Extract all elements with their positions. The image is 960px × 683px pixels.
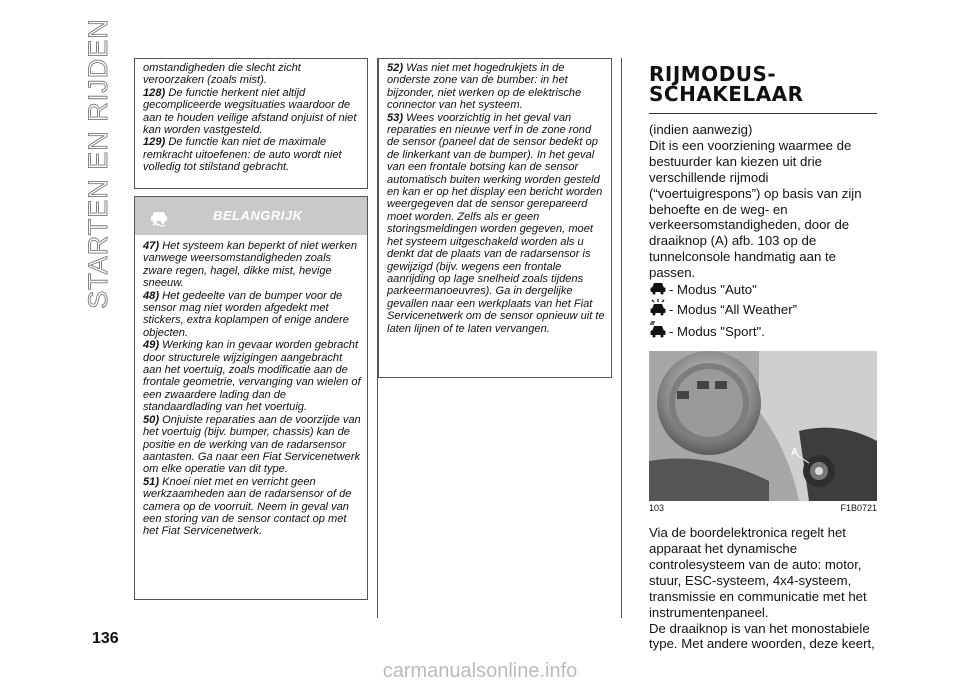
middle-text-box [378, 58, 612, 378]
mode-all-weather: - Modus “All Weather” [649, 299, 877, 321]
car-sport-icon [649, 321, 667, 343]
watermark: carmanualsonline.info [382, 660, 578, 682]
outro-text: Via de boordelektronica regelt het apparaat het dynamische controlesysteem van de auto: motor, stuur, ESC-systeem, 4x4-systeem, transmissie en communicatie met het instrumentenpaneel. De draaiknop is van het monostabiele type. Met andere woorden, deze keert, [649, 525, 875, 652]
warning-header [135, 197, 367, 235]
section-heading: RIJMODUS- SCHAKELAAR [649, 62, 804, 106]
car-auto-icon [649, 281, 667, 299]
warning-item: 48) Het gedeelte van de bumper voor de sensor mag niet worden afgedekt met stickers, extra koplampen of enige andere objecten. [143, 289, 349, 339]
right-column [649, 58, 877, 652]
paragraph: 53) Wees voorzichtig in het geval van reparaties en nieuwe verf in de zone rond de sensor (paneel dat de sensor bedekt op de linkerkant van de bumper). In het geval van een frontale botsing kan de sensor automatisch buiten werking worden gesteld en kan er op het display een bericht worden weergegeven dat de sensor gerepareerd moet worden. Zelfs als er geen storingsmeldingen worden gegeven, moet het systeem uitgeschakeld worden als u denkt dat de plaats van de radarsensor is gewijzigd (bijv. wegens een frontale aanrijding op lage snelheid zoals tijdens parkeermanoeuvres). Ga in dergelijke gevallen naar een werkplaats van het Fiat Servicenetwerk om de sensor opnieuw uit te laten lijnen of te laten vervangen. [387, 111, 605, 335]
section-title: STARTEN EN RIJDEN [82, 17, 113, 309]
intro-text: (indien aanwezig) Dit is een voorziening waarmee de bestuurder kan kiezen uit drie verschillende rijmodi (“voertuigrespons”) op basis van zijn behoefte en de weg- en verkeersomstandigheden, door de draaiknop (A) afb. 103 op de tunnelconsole handmatig aan te passen. [649, 122, 862, 281]
figure-code: F1B0721 [840, 503, 877, 514]
car-snow-icon [649, 299, 667, 321]
warning-item: 51) Knoei niet met en verricht geen werkzaamheden aan de radarsensor of de camera op de voorruit. Neem in geval van een storing van de sensor contact op met het Fiat Servicenetwerk. [143, 475, 352, 538]
page-number: 136 [92, 630, 119, 647]
warning-item: 50) Onjuiste reparaties aan de voorzijde van het voertuig (bijv. bumper, chassis) kan de positie en de werking van de radarsensor aantasten. Ga naar een Fiat Servicenetwerk om elke operatie van dit type. [143, 413, 361, 476]
skidding-car-warning-icon [148, 205, 170, 232]
warning-title: BELANGRIJK [213, 208, 303, 223]
mode-auto: - Modus "Auto" [649, 281, 877, 299]
column-divider [621, 58, 622, 618]
heading-rule [649, 113, 877, 114]
paragraph: 129) De functie kan niet de maximale remkracht uitoefenen: de auto wordt niet volledig tot stilstand gebracht. [143, 136, 342, 174]
warning-box [134, 196, 368, 600]
paragraph: omstandigheden die slecht zicht veroorzaken (zoals mist). [143, 62, 301, 87]
left-top-text-box [134, 58, 368, 189]
paragraph: 52) Was niet met hogedrukjets in de onderste zone van de bumber: in het bijzonder, niet werken op de elektrische connector van het systeem. [387, 62, 582, 112]
mode-sport: - Modus "Sport". [649, 321, 877, 343]
paragraph: 128) De functie herkent niet altijd gecompliceerde wegsituaties waardoor de aan te houden veilige afstand onjuist of niet kan worden vastgesteld. [143, 86, 357, 137]
warning-item: 47) Het systeem kan beperkt of niet werken vanwege weersomstandigheden zoals zware regen, hagel, dikke mist, hevige sneeuw. [143, 240, 357, 290]
figure-caption [649, 503, 877, 513]
figure-number: 103 [649, 503, 665, 514]
figure-label-a: A [791, 447, 799, 459]
figure-photo [649, 351, 877, 501]
warning-item: 49) Werking kan in gevaar worden gebracht door structurele wijzigingen aangebracht aan het voertuig, zoals modificatie aan de frontale geometrie, vervanging van wielen of een zwaardere lading dan de standaardlading van het voertuig. [143, 339, 361, 414]
